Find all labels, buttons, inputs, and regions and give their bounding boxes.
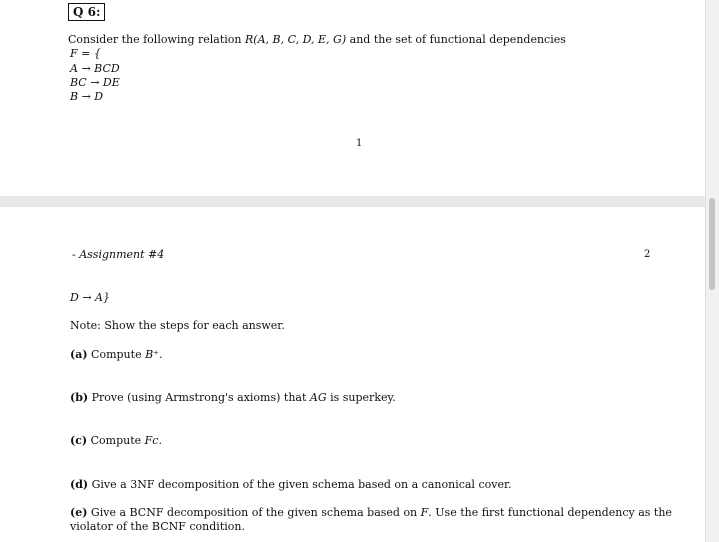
document-page-1 xyxy=(0,0,706,196)
fd-set-open: F = { xyxy=(70,47,101,60)
part-a-label: (a) xyxy=(70,348,88,361)
intro-suffix: and the set of functional dependencies xyxy=(346,33,566,46)
part-a-text: Compute xyxy=(91,348,146,361)
functional-dependency-2: BC → DE xyxy=(70,76,120,89)
page-number: 1 xyxy=(356,138,363,149)
page-number: 2 xyxy=(644,249,651,260)
functional-dependency-3: B → D xyxy=(70,90,104,103)
part-b-end: is superkey. xyxy=(326,391,396,404)
note-text: Note: Show the steps for each answer. xyxy=(70,319,285,332)
functional-dependency-1: A → BCD xyxy=(70,62,120,75)
document-page-2 xyxy=(0,207,706,542)
question-part-e xyxy=(70,506,672,519)
part-b-text: Prove (using Armstrong's axioms) that xyxy=(91,391,310,404)
part-c-text: Compute xyxy=(90,434,145,447)
part-b-math: AG xyxy=(309,391,327,404)
part-e-text-1: Give a BCNF decomposition of the given schema based on xyxy=(90,506,421,519)
question-part-c xyxy=(70,434,162,447)
running-header: - Assignment #4 xyxy=(72,248,165,261)
question-label: Q 6: xyxy=(68,3,105,21)
functional-dependency-4: D → A} xyxy=(70,291,110,304)
question-part-d xyxy=(70,478,512,491)
part-b-label: (b) xyxy=(70,391,89,404)
part-c-math: Fc xyxy=(144,434,159,447)
part-a-math: B⁺ xyxy=(145,348,159,361)
intro-prefix: Consider the following relation xyxy=(68,33,245,46)
part-d-label: (d) xyxy=(70,478,89,491)
part-d-text: Give a 3NF decomposition of the given schema based on a canonical cover. xyxy=(91,478,512,491)
part-e-text-2: . Use the first functional dependency as the xyxy=(428,506,672,519)
intro-sentence xyxy=(68,33,566,46)
part-c-label: (c) xyxy=(70,434,88,447)
question-part-b xyxy=(70,391,396,404)
page-separator xyxy=(0,196,719,207)
relation-schema: R(A, B, C, D, E, G) xyxy=(245,33,347,46)
part-e-continuation: violator of the BCNF condition. xyxy=(70,520,245,533)
part-a-end: . xyxy=(158,348,163,361)
part-c-end: . xyxy=(158,434,162,447)
question-part-a xyxy=(70,348,162,361)
part-e-math: F xyxy=(420,506,429,519)
scrollbar-thumb[interactable] xyxy=(709,198,715,290)
vertical-scrollbar[interactable] xyxy=(705,0,719,542)
part-e-label: (e) xyxy=(70,506,88,519)
